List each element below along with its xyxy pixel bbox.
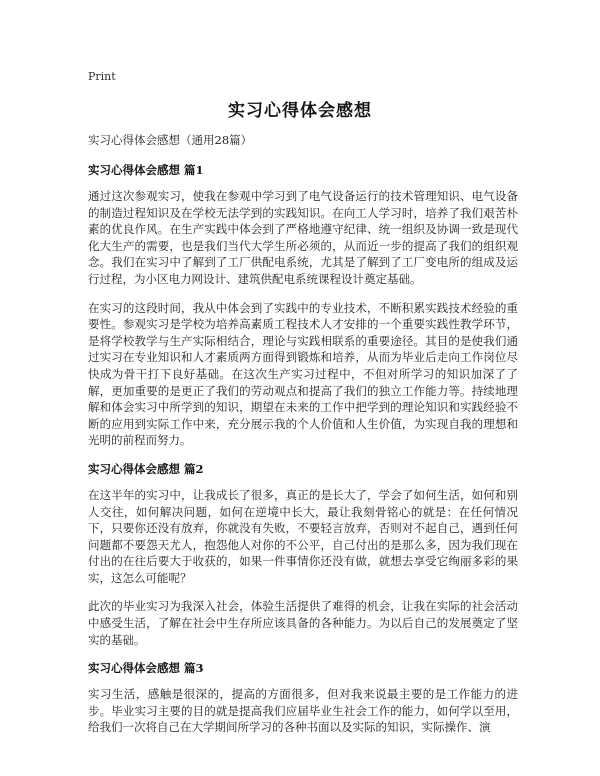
section-3 (88, 660, 518, 736)
paragraph: 在实习的这段时间，我从中体会到了实践中的专业技术，不断积累实践技术经验的重要性。参观实习是学校为培养高素质工程技术人才安排的一个重要实践性教学环节，是将学校教学与生产实际相结合，理论与实践相联系的重要途径。其目的是使我们通过实习在专业知识和人才素质两方面得到锻炼和培养，从而为毕业后走向工作岗位尽快成为骨干打下良好基础。在这次生产实习过程中，不但对所学习的知识加深了了解，更加重要的是更正了我们的劳动观点和提高了我们的独立工作能力等。持续地理解和体会实习中所学到的知识，期望在未来的工作中把学到的理论知识和实践经验不断的应用到实际工作中来，充分展示我的个人价值和人生价值，为实现自我的理想和光明的前程而努力。 (88, 300, 518, 448)
document-body (88, 132, 518, 748)
document-subtitle: 实习心得体会感想（通用28篇） (88, 133, 253, 147)
section-heading: 实习心得体会感想 篇1 (88, 163, 204, 177)
section-heading: 实习心得体会感想 篇2 (88, 461, 204, 476)
section-2 (88, 461, 518, 648)
paragraph: 实习生活，感触是很深的，提高的方面很多，但对我来说最主要的是工作能力的进步。毕业实习主要的目的就是提高我们应届毕业生社会工作的能力，如何学以至用，给我们一次将自己在大学期间所学习的各种书面以及实际的知识，实际操作、演 (88, 687, 518, 735)
paragraph: 在这半年的实习中，让我成长了很多，真正的是长大了，学会了如何生活，如何和别人交往，如何解决问题，如何在逆境中长大，最让我刻骨铭心的就是：在任何情况下，只要你还没有放弃，你就没有失败，不要轻言放弃，否则对不起自己，遇到任何问题都不要怨天尤人，抱怨他人对你的不公平，自己付出的是那么多，因为我们现在付出的在往后要大于收获的，如果一件事情你还没有做，就想去享受它绚丽多彩的果实，这怎么可能呢？ (88, 487, 518, 585)
document-title: 实习心得体会感想 (228, 101, 372, 121)
section-1 (88, 162, 518, 449)
print-label[interactable]: Print (88, 70, 116, 83)
paragraph: 通过这次参观实习，使我在参观中学习到了电气设备运行的技术管理知识、电气设备的制造过程知识及在学校无法学到的实践知识。在向工人学习时，培养了我们艰苦朴素的优良作风。在生产实践中体会到了严格地遵守纪律、统一组织及协调一致是现代化大生产的需要，也是我们当代大学生所必须的，从而近一步的提高了我们的组织观念。我们在实习中了解到了工厂供配电系统，尤其是了解到了工厂变电所的组成及运行过程，为小区电力网设计、建筑供配电系统课程设计奠定基础。 (88, 189, 518, 286)
section-heading: 实习心得体会感想 篇3 (88, 661, 204, 676)
paragraph: 此次的毕业实习为我深入社会，体验生活提供了难得的机会，让我在实际的社会活动中感受生活，了解在社会中生存所应该具备的各种能力。为以后自己的发展奠定了坚实的基础。 (88, 599, 518, 647)
